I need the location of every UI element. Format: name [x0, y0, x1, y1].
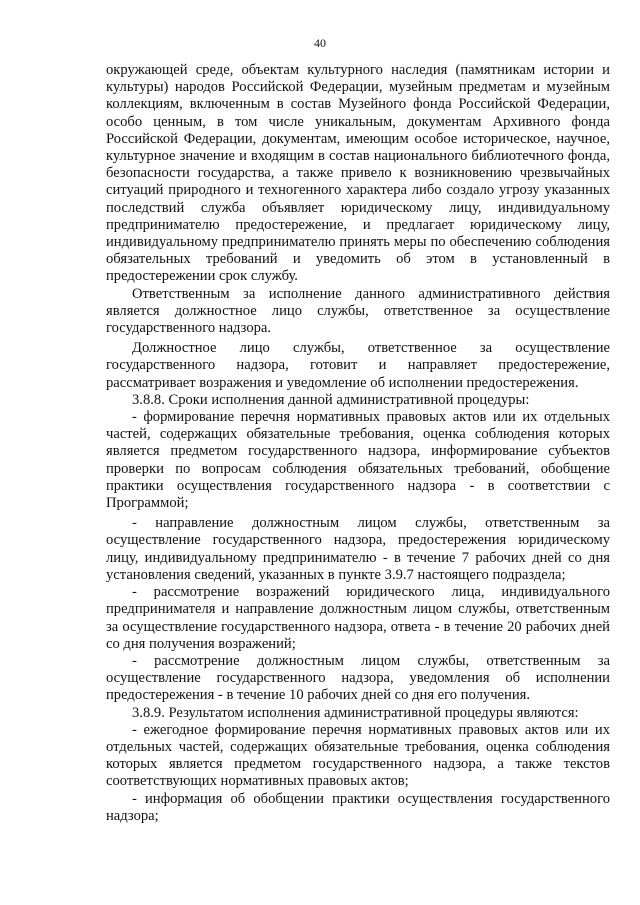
paragraph-official-duties: Должностное лицо службы, ответственное за осуществление государственного надзора, готовит и направляет предостережение, рассматривает возражения и уведомление об исполнении предостережения. [106, 340, 610, 391]
document-body [106, 62, 610, 825]
page-number: 40 [314, 36, 326, 50]
list-item-program: - формирование перечня нормативных правовых актов или их отдельных частей, содержащих обязательные требования, оценка соблюдения которых является предметом государственного надзора, информирование субъектов проверки по вопросам соблюдения обязательных требований, обобщение практики осуществления государственного надзора - в соответствии с Программой; [106, 409, 610, 512]
list-item-objections-20-days: - рассмотрение возражений юридического лица, индивидуального предпринимателя и направление должностным лицом службы, ответственным за осуществление государственного надзора, ответа - в течение 20 рабочих дней со дня получения возражений; [106, 584, 610, 652]
list-item-warning-7-days: - направление должностным лицом службы, ответственным за осуществление государственного надзора, предостережения юридическому лицу, индивидуальному предпринимателю - в течение 7 рабочих дней со дня установления сведений, указанных в пункте 3.9.7 настоящего подраздела; [106, 515, 610, 583]
list-item-annual-list: - ежегодное формирование перечня нормативных правовых актов или их отдельных частей, содержащих обязательные требования, оценка соблюдения которых является предметом государственного надзора, а также текстов соответствующих нормативных правовых актов; [106, 721, 610, 790]
list-item-notice-10-days: - рассмотрение должностным лицом службы, ответственным за осуществление государственного надзора, уведомления об исполнении предостережения - в течение 10 рабочих дней со дня его получения. [106, 652, 610, 704]
list-item-practice-summary: - информация об обобщении практики осуществления государственного надзора; [106, 790, 610, 824]
paragraph-responsible-person: Ответственным за исполнение данного административного действия является должностное лицо службы, ответственное за осуществление государственного надзора. [106, 285, 610, 337]
section-3-8-8-heading: 3.8.8. Сроки исполнения данной административной процедуры: [132, 391, 530, 408]
section-3-8-9-heading: 3.8.9. Результатом исполнения административной процедуры являются: [132, 704, 579, 721]
paragraph-continued: окружающей среде, объектам культурного наследия (памятникам истории и культуры) народов Российской Федерации, музейным предметам и музейным коллекциям, включенным в состав Музейного фонда Российской Федерации, особо ценным, в том числе уникальным, документам Архивного фонда Российской Федерации, документам, имеющим особое историческое, научное, культурное значение и входящим в состав национального библиотечного фонда, безопасности государства, а также привело к возникновению чрезвычайных ситуаций природного и техногенного характера либо создало угрозу указанных последствий служба объявляет юридическому лицу, индивидуальному предпринимателю предостережение, и предлагает юридическому лицу, индивидуальному предпринимателю принять меры по обеспечению соблюдения обязательных требований и уведомить об этом в установленный в предостережении срок службу. [106, 62, 610, 285]
